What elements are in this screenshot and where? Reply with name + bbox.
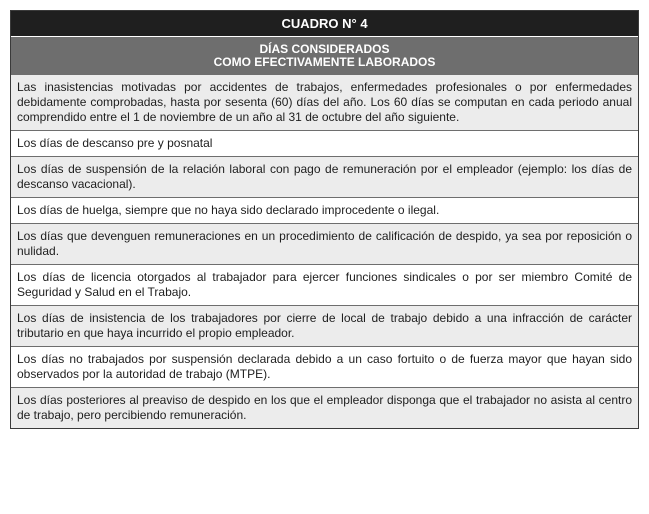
table-row: Los días de insistencia de los trabajadores por cierre de local de trabajo debido a una infracción de carácter tributario en que haya incurrido el propio empleador. (11, 305, 638, 346)
table-subtitle (11, 37, 638, 74)
cuadro-table (10, 10, 639, 429)
table-row: Los días de huelga, siempre que no haya sido declarado improcedente o ilegal. (11, 197, 638, 223)
table-subtitle-line-1: DÍAS CONSIDERADOS (259, 42, 390, 56)
table-row: Los días posteriores al preaviso de despido en los que el empleador disponga que el trabajador no asista al centro de trabajo, pero percibiendo remuneración. (11, 387, 638, 428)
table-row: Los días de suspensión de la relación laboral con pago de remuneración por el empleador (ejemplo: los días de descanso vacacional). (11, 156, 638, 197)
table-subtitle-line-2: COMO EFECTIVAMENTE LABORADOS (213, 55, 436, 69)
table-row: Los días de descanso pre y posnatal (11, 130, 638, 156)
table-title: CUADRO N° 4 (11, 11, 638, 37)
table-row: Los días no trabajados por suspensión declarada debido a un caso fortuito o de fuerza mayor que hayan sido observados por la autoridad de trabajo (MTPE). (11, 346, 638, 387)
table-row: Los días de licencia otorgados al trabajador para ejercer funciones sindicales o por ser miembro Comité de Seguridad y Salud en el Trabajo. (11, 264, 638, 305)
table-row: Las inasistencias motivadas por accidentes de trabajos, enfermedades profesionales o por enfermedades debidamente comprobadas, hasta por sesenta (60) días del año. Los 60 días se computan en cada periodo anual comprendido entre el 1 de noviembre de un año al 31 de octubre del año siguiente. (11, 74, 638, 130)
table-row: Los días que devenguen remuneraciones en un procedimiento de calificación de despido, ya sea por reposición o nulidad. (11, 223, 638, 264)
